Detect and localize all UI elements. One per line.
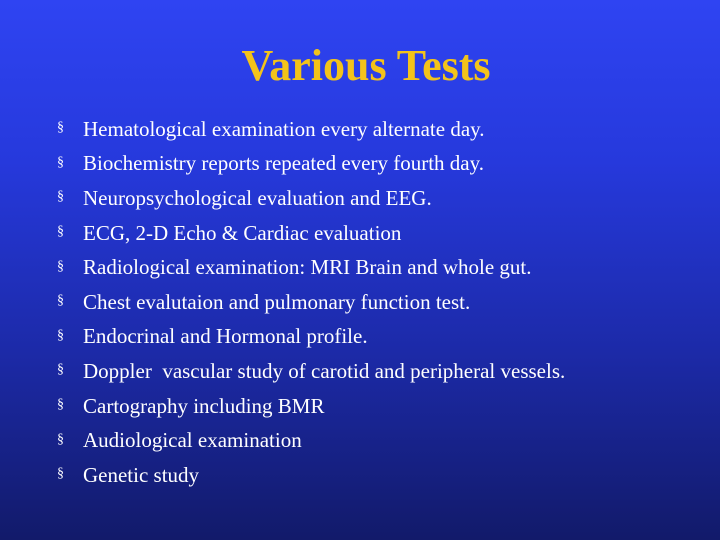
list-item [57,181,707,216]
bullet-marker: § [57,431,64,447]
list-item [57,320,707,355]
list-item [57,216,707,251]
list-item [57,389,707,424]
bullet-marker: § [57,397,64,413]
list-item-text: Hematological examination every alternate day. [83,116,485,141]
list-item [57,354,707,389]
list-item-text: Neuropsychological evaluation and EEG. [83,185,432,210]
list-item-text: ECG, 2-D Echo & Cardiac evaluation [83,220,402,245]
slide-title: Various Tests [241,41,491,90]
list-item-text: Biochemistry reports repeated every fourth day. [83,151,484,176]
bullet-marker: § [57,293,64,309]
list-item [57,458,707,493]
bullet-marker: § [57,362,64,378]
list-item-text: Cartography including BMR [83,393,325,418]
list-item-text: Chest evalutaion and pulmonary function test. [83,289,471,314]
list-item [57,250,707,285]
bullet-marker: § [57,224,64,240]
list-item [57,112,707,147]
bullet-marker: § [57,154,64,170]
list-item [57,285,707,320]
bullet-list [57,112,707,493]
bullet-marker: § [57,258,64,274]
bullet-marker: § [57,327,64,343]
bullet-marker: § [57,120,64,136]
list-item [57,147,707,182]
bullet-marker: § [57,466,64,482]
list-item-text: Doppler vascular study of carotid and peripheral vessels. [83,358,566,383]
list-item [57,423,707,458]
list-item-text: Endocrinal and Hormonal profile. [83,324,368,349]
list-item-text: Genetic study [83,462,200,487]
bullet-marker: § [57,189,64,205]
list-item-text: Radiological examination: MRI Brain and whole gut. [83,255,532,280]
list-item-text: Audiological examination [83,428,302,453]
